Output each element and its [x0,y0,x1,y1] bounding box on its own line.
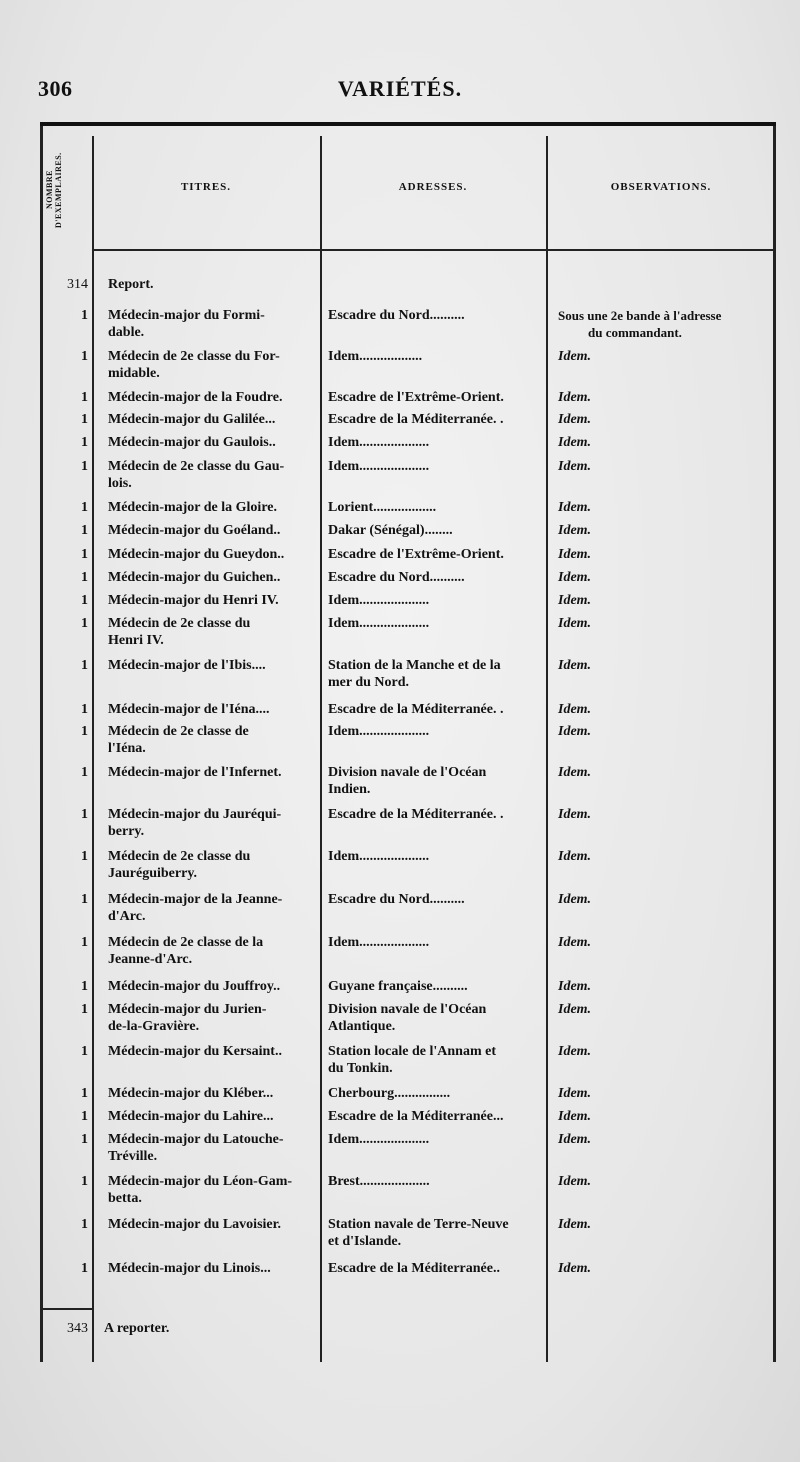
row-address-line: Brest.................... [328,1174,430,1189]
row-observation-line: Idem. [558,459,592,474]
row-observation-line: Idem. [558,1044,592,1059]
row-count: 1 [81,892,88,907]
row-count: 1 [81,435,88,450]
row-title-line: Médecin-major de la Gloire. [108,500,277,515]
footer-label: A reporter. [104,1321,170,1336]
row-count: 1 [81,523,88,538]
row-observation-line: Idem. [558,1261,592,1276]
column-header-addresses: ADRESSES. [398,181,468,193]
row-address-line: et d'Islande. [328,1234,402,1249]
row-address-line: mer du Nord. [328,675,410,690]
row-title-line: l'Iéna. [108,741,146,756]
row-title-line: Médecin-major de la Jeanne- [108,892,283,907]
row-count: 1 [81,308,88,323]
row-title-line: Médecin-major du Guichen.. [108,570,281,585]
row-title-line: Henri IV. [108,633,164,648]
row-address [328,1173,542,1190]
row-count: 1 [81,702,88,717]
column-divider-1 [92,136,94,1362]
row-title-line: Médecin de 2e classe de la [108,935,264,950]
row-title-line: Médecin de 2e classe du [108,849,251,864]
row-observation [558,546,790,563]
row-title [108,657,320,674]
row-address-line: Idem.................... [328,1132,430,1147]
row-address-line: Station navale de Terre-Neuve [328,1217,509,1232]
row-address-line: Idem.................... [328,616,430,631]
row-address [328,458,542,475]
row-count: 1 [81,765,88,780]
row-title [108,592,320,609]
row-address-line: Indien. [328,782,371,797]
row-address [328,1108,542,1125]
row-title-line: Médecin-major du Léon-Gam- [108,1174,293,1189]
row-title-line: Médecin-major du Gueydon.. [108,547,285,562]
row-address [328,701,542,718]
row-address-line: Division navale de l'Océan [328,765,487,780]
row-title [108,1085,320,1102]
row-title-line: Médecin-major du Jurien- [108,1002,267,1017]
row-address [328,1216,542,1250]
row-title-line: Tréville. [108,1149,158,1164]
row-title [108,806,320,840]
row-address [328,307,542,324]
row-title-line: berry. [108,824,145,839]
row-address-line: Station locale de l'Annam et [328,1044,496,1059]
row-count: 1 [81,849,88,864]
row-title-line: Médecin de 2e classe du For- [108,349,280,364]
page-number: 306 [38,76,73,101]
row-observation [558,499,790,516]
row-address [328,1001,542,1035]
row-observation [558,1085,790,1102]
row-address-line: Idem.................. [328,349,423,364]
footer-count: 343 [67,1321,88,1336]
row-address [328,1043,542,1077]
row-observation [558,615,790,632]
row-observation [558,1216,790,1233]
row-observation-line: Idem. [558,593,592,608]
row-observation [558,348,790,365]
row-address [328,848,542,865]
row-title [108,389,320,406]
row-observation [558,701,790,718]
row-count: 1 [81,807,88,822]
row-address-line: Idem.................... [328,593,430,608]
row-observation [558,891,790,908]
row-address [328,657,542,691]
row-observation [558,1131,790,1148]
row-title-line: d'Arc. [108,909,146,924]
row-observation-line: Idem. [558,547,592,562]
row-address-line: Cherbourg................ [328,1086,451,1101]
row-address-line: Idem.................... [328,435,430,450]
row-title [108,978,320,995]
row-address [328,615,542,632]
row-count: 1 [81,979,88,994]
row-count: 1 [81,1109,88,1124]
row-address-line: Escadre de l'Extrême-Orient. [328,390,504,405]
row-address-line: du Tonkin. [328,1061,393,1076]
row-address [328,891,542,908]
row-address [328,1131,542,1148]
row-address-line: Escadre du Nord.......... [328,570,465,585]
row-observation [558,307,776,341]
row-title [108,522,320,539]
row-observation-line: Idem. [558,412,592,427]
running-title: VARIÉTÉS. [337,76,463,101]
row-address-line: Escadre du Nord.......... [328,892,465,907]
row-count: 1 [81,1174,88,1189]
report-label: Report. [108,277,154,292]
row-title-line: Médecin-major du Latouche- [108,1132,284,1147]
row-title [108,934,320,968]
row-observation [558,1043,790,1060]
row-observation-line: Idem. [558,658,592,673]
row-observation [558,806,790,823]
row-observation [558,592,790,609]
row-address [328,522,542,539]
row-count: 1 [81,1002,88,1017]
row-address-line: Dakar (Sénégal)........ [328,523,453,538]
row-title [108,411,320,428]
row-observation-line: Idem. [558,765,592,780]
row-address [328,978,542,995]
row-observation-line: Idem. [558,807,592,822]
row-title [108,615,320,649]
row-observation-line: Idem. [558,1132,592,1147]
row-observation [558,1108,790,1125]
row-observation [558,411,790,428]
row-count: 1 [81,1086,88,1101]
row-observation [558,764,790,781]
row-title [108,848,320,882]
row-count: 1 [81,547,88,562]
row-address-line: Escadre de la Méditerranée.. [328,1261,500,1276]
row-observation [558,934,790,951]
row-observation [558,1001,790,1018]
row-observation [558,389,790,406]
row-observation [558,434,790,451]
row-title-line: de-la-Gravière. [108,1019,200,1034]
row-title [108,546,320,563]
row-title [108,434,320,451]
row-address-line: Escadre du Nord.......... [328,308,465,323]
row-address-line: Station de la Manche et de la [328,658,501,673]
row-title-line: Médecin-major de l'Iéna.... [108,702,270,717]
row-address-line: Division navale de l'Océan [328,1002,487,1017]
row-title-line: Médecin-major du Jauréqui- [108,807,282,822]
row-count: 1 [81,459,88,474]
row-address-line: Idem.................... [328,849,430,864]
row-observation [558,1173,790,1190]
row-observation [558,458,790,475]
row-observation-line: Idem. [558,892,592,907]
row-address [328,1085,542,1102]
row-title-line: Médecin de 2e classe du [108,616,251,631]
row-title-line: Médecin-major du Galilée... [108,412,276,427]
row-title [108,1173,320,1207]
row-address-line: Idem.................... [328,459,430,474]
row-address-line: Lorient.................. [328,500,437,515]
row-observation-line: Idem. [558,616,592,631]
row-title-line: Jeanne-d'Arc. [108,952,193,967]
row-observation-line: Idem. [558,570,592,585]
row-address-line: Idem.................... [328,724,430,739]
row-observation-line: Idem. [558,390,592,405]
row-count: 1 [81,724,88,739]
column-divider-2 [320,136,322,1362]
row-address [328,806,542,823]
row-observation-line: Idem. [558,1217,592,1232]
row-address-line: Guyane française.......... [328,979,468,994]
row-count: 1 [81,593,88,608]
row-observation-line: Idem. [558,349,592,364]
row-title-line: Médecin-major du Kléber... [108,1086,274,1101]
row-title-line: Médecin-major de la Foudre. [108,390,283,405]
row-title [108,1131,320,1165]
row-observation [558,723,790,740]
row-count: 1 [81,349,88,364]
row-count: 1 [81,616,88,631]
row-observation [558,657,790,674]
row-title-line: midable. [108,366,160,381]
row-address [328,723,542,740]
row-address [328,546,542,563]
row-count: 1 [81,935,88,950]
row-title [108,1108,320,1125]
page-header [0,72,800,112]
row-address [328,934,542,951]
row-observation [558,978,790,995]
row-title [108,1001,320,1035]
row-title-line: Jauréguiberry. [108,866,198,881]
row-title-line: Médecin-major du Kersaint.. [108,1044,282,1059]
row-observation-line: Idem. [558,523,592,538]
row-title [108,723,320,757]
row-title [108,499,320,516]
row-address [328,1260,542,1277]
row-observation [558,522,790,539]
row-title-line: Médecin-major du Gaulois.. [108,435,276,450]
row-address [328,411,542,428]
row-observation-line: Idem. [558,1109,592,1124]
row-title-line: dable. [108,325,145,340]
row-address-line: Escadre de l'Extrême-Orient. [328,547,504,562]
row-count: 1 [81,412,88,427]
row-address-line: Escadre de la Méditerranée. . [328,412,504,427]
row-count: 1 [81,500,88,515]
column-header-count: NOMBRE D'EXEMPLAIRES. [45,152,63,228]
row-observation-line: Idem. [558,1002,592,1017]
row-count: 1 [81,1132,88,1147]
row-title-line: Médecin de 2e classe de [108,724,249,739]
row-address [328,764,542,798]
row-observation-line: Idem. [558,849,592,864]
row-title-line: Médecin-major du Linois... [108,1261,271,1276]
row-count: 1 [81,1217,88,1232]
row-count: 1 [81,390,88,405]
row-count: 1 [81,1044,88,1059]
row-address-line: Idem.................... [328,935,430,950]
row-title-line: betta. [108,1191,142,1206]
row-title-line: Médecin-major du Henri IV. [108,593,279,608]
row-observation-line: Idem. [558,724,592,739]
row-observation-line: Idem. [558,500,592,515]
row-observation-line: Idem. [558,979,592,994]
row-address-line: Escadre de la Méditerranée... [328,1109,504,1124]
row-title [108,307,320,341]
row-observation [558,569,790,586]
row-title [108,458,320,492]
row-title [108,1260,320,1277]
row-observation [558,1260,790,1277]
row-count: 1 [81,1261,88,1276]
column-divider-3 [546,136,548,1362]
row-address-line: Escadre de la Méditerranée. . [328,807,504,822]
row-observation-line: Sous une 2e bande à l'adresse [558,308,722,323]
row-title [108,1216,320,1233]
row-address-line: Escadre de la Méditerranée. . [328,702,504,717]
row-title-line: Médecin-major du Lahire... [108,1109,274,1124]
row-title [108,701,320,718]
row-title-line: Médecin-major du Lavoisier. [108,1217,282,1232]
row-title [108,891,320,925]
row-title-line: Médecin-major du Formi- [108,308,265,323]
row-title-line: Médecin-major de l'Infernet. [108,765,282,780]
row-title [108,569,320,586]
row-address-line: Atlantique. [328,1019,396,1034]
row-address [328,434,542,451]
row-observation-line: Idem. [558,1086,592,1101]
row-address [328,389,542,406]
row-observation-line: Idem. [558,1174,592,1189]
row-title-line: Médecin-major de l'Ibis.... [108,658,266,673]
row-observation-line: Idem. [558,435,592,450]
row-title-line: lois. [108,476,132,491]
row-observation-line: Idem. [558,702,592,717]
report-count: 314 [67,277,88,292]
row-title-line: Médecin-major du Jouffroy.. [108,979,281,994]
row-observation [558,848,790,865]
row-title [108,1043,320,1060]
row-title-line: Médecin-major du Goéland.. [108,523,281,538]
row-address [328,348,542,365]
header-rule [92,249,776,251]
row-title-line: Médecin de 2e classe du Gau- [108,459,285,474]
row-observation-line: Idem. [558,935,592,950]
row-address [328,592,542,609]
row-address [328,569,542,586]
column-header-titles: TITRES. [180,181,232,193]
column-header-observations: OBSERVATIONS. [610,181,712,193]
row-title [108,348,320,382]
row-address [328,499,542,516]
row-title [108,764,320,781]
row-observation-line: du commandant. [588,325,682,340]
row-count: 1 [81,658,88,673]
total-rule [40,1308,92,1310]
row-count: 1 [81,570,88,585]
